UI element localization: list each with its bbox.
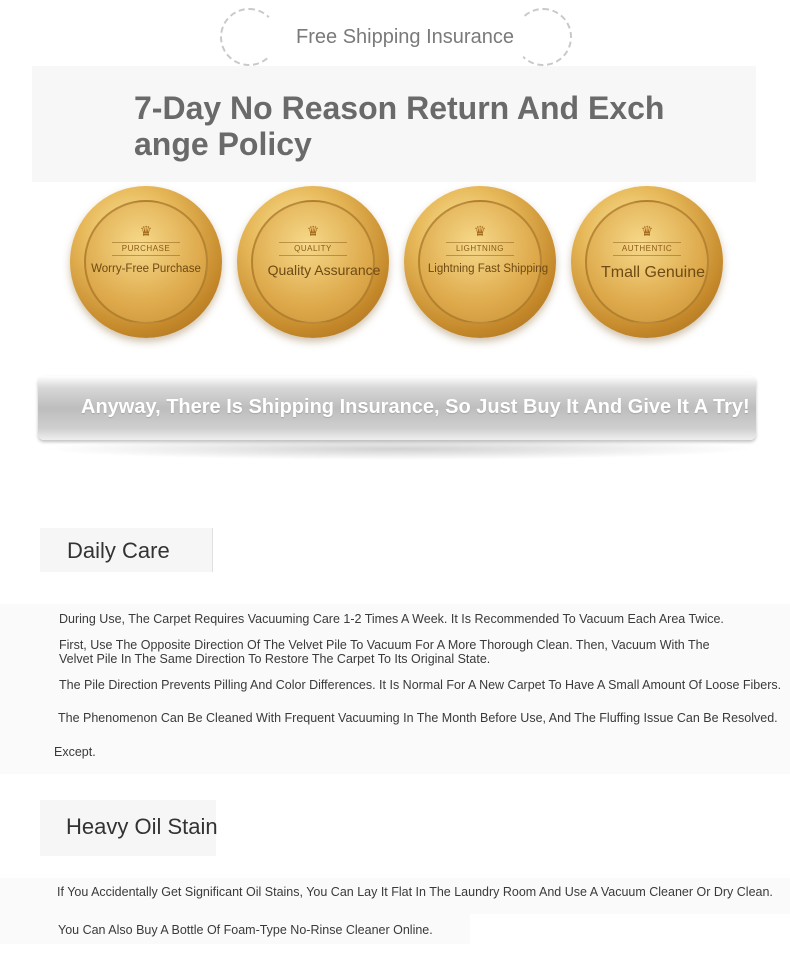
badge-quality-assurance [237, 186, 389, 338]
daily-care-paragraph: The Pile Direction Prevents Pilling And Color Differences. It Is Normal For A New Carpet To Have A Small Amount Of Loose Fibers. [59, 678, 782, 692]
daily-care-paragraph: The Phenomenon Can Be Cleaned With Frequent Vacuuming In The Month Before Use, And The Fluffing Issue Can Be Resolved. [58, 711, 778, 725]
badge-caption: Worry-Free Purchase [91, 263, 201, 275]
daily-care-paragraph: Except. [54, 745, 96, 759]
banner-shadow [40, 438, 756, 460]
badge-tmall-genuine [571, 186, 723, 338]
daily-care-title: Daily Care [67, 538, 170, 563]
banner-text: Anyway, There Is Shipping Insurance, So Just Buy It And Give It A Try! [81, 396, 750, 418]
crown-icon: ♛ [139, 224, 153, 240]
badge-caption: Lightning Fast Shipping [427, 263, 549, 275]
policy-title: 7-Day No Reason Return And Exchange Policy [134, 90, 665, 162]
badge-inner [585, 200, 709, 324]
badge-lightning-fast-shipping [404, 186, 556, 338]
crown-icon: ♛ [640, 224, 654, 240]
heavy-oil-title: Heavy Oil Stain [66, 814, 218, 839]
badge-worry-free-purchase [70, 186, 222, 338]
daily-care-paragraph: First, Use The Opposite Direction Of The Velvet Pile To Vacuum For A More Thorough Clean. Then, Vacuum With The Velvet Pile In The Same Direction To Restore The Carpet To Its Original State. [59, 638, 710, 666]
heavy-oil-paragraph: If You Accidentally Get Significant Oil Stains, You Can Lay It Flat In The Laundry Room And Use A Vacuum Cleaner Or Dry Clean. [57, 885, 773, 899]
badge-inner [418, 200, 542, 324]
badge-emblem: PURCHASE [112, 242, 180, 256]
badge-emblem: QUALITY [279, 242, 347, 256]
crown-icon: ♛ [473, 224, 487, 240]
badge-caption: Quality Assurance [267, 262, 381, 278]
header-title: Free Shipping Insurance [296, 26, 514, 48]
badge-emblem: AUTHENTIC [613, 242, 681, 256]
crown-icon: ♛ [306, 224, 320, 240]
badge-caption: Tmall Genuine [600, 264, 706, 281]
badge-emblem: LIGHTNING [446, 242, 514, 256]
heavy-oil-paragraph: You Can Also Buy A Bottle Of Foam-Type No-Rinse Cleaner Online. [58, 923, 433, 937]
badge-inner [84, 200, 208, 324]
shipping-insurance-banner [38, 376, 756, 440]
daily-care-paragraph: During Use, The Carpet Requires Vacuuming Care 1-2 Times A Week. It Is Recommended To Vacuum Each Area Twice. [59, 612, 724, 626]
